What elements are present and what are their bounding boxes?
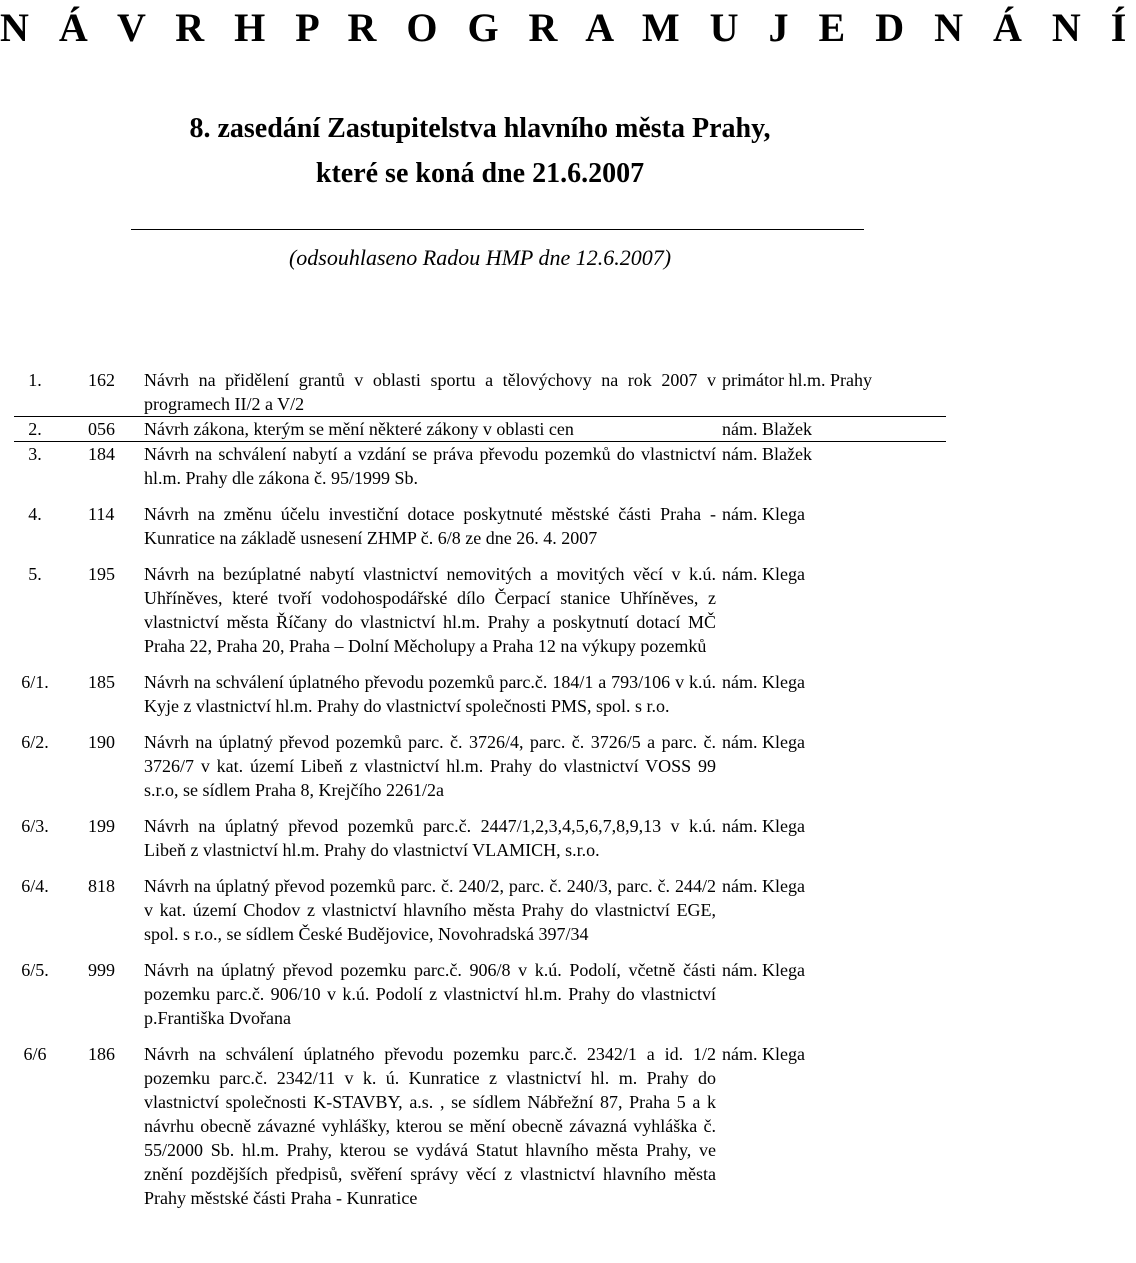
item-responsible: nám. Blažek xyxy=(722,444,812,464)
agenda-item xyxy=(14,874,946,946)
approval-note: (odsouhlaseno Radou HMP dne 12.6.2007) xyxy=(288,245,672,270)
agenda-item xyxy=(14,958,946,1030)
item-description: Návrh na schválení úplatného převodu pozemků parc.č. 184/1 a 793/106 v k.ú. Kyje z vlastnictví hl.m. Prahy do vlastnictví společnosti PMS, spol. s r.o. xyxy=(144,672,716,716)
spacer xyxy=(14,1030,946,1042)
spacer xyxy=(14,658,946,670)
item-code: 056 xyxy=(88,419,115,439)
spacer xyxy=(14,550,946,562)
spacer xyxy=(14,802,946,814)
item-number: 6/2. xyxy=(21,732,49,752)
item-number: 6/3. xyxy=(21,816,49,836)
item-code: 190 xyxy=(88,732,115,752)
agenda-item xyxy=(14,1042,946,1210)
item-code: 184 xyxy=(88,444,115,464)
item-code: 199 xyxy=(88,816,115,836)
item-number: 4. xyxy=(28,504,42,524)
item-number: 3. xyxy=(28,444,42,464)
item-description: Návrh na úplatný převod pozemků parc. č. 240/2, parc. č. 240/3, parc. č. 244/2 v kat. území Chodov z vlastnictví hlavního města Prahy do vlastnictví EGE, spol. s r.o., se sídlem České Budějovice, Novohradská 397/34 xyxy=(144,876,716,944)
item-description: Návrh na úplatný převod pozemků parc.č. 2447/1,2,3,4,5,6,7,8,9,13 v k.ú. Libeň z vlastnictví hl.m. Prahy do vlastnictví VLAMICH, s.r.o. xyxy=(144,816,716,860)
item-responsible: nám. Klega xyxy=(722,960,805,980)
item-responsible: nám. Klega xyxy=(722,504,805,524)
item-number: 6/6 xyxy=(23,1044,47,1064)
agenda-item xyxy=(14,368,946,416)
agenda-item xyxy=(14,730,946,802)
item-responsible: nám. Klega xyxy=(722,732,805,752)
item-description: Návrh na bezúplatné nabytí vlastnictví nemovitých a movitých věcí v k.ú. Uhříněves, které tvoří vodohospodářské dílo Čerpací stanice Uhříněves, z vlastnictví města Říčany do vlastnictví hl.m. Prahy a poskytnutí dotací MČ Praha 22, Praha 20, Praha – Dolní Měcholupy a Praha 12 na výkupy pozemků xyxy=(144,564,716,656)
item-number: 6/1. xyxy=(21,672,49,692)
item-code: 114 xyxy=(88,504,115,524)
agenda-list xyxy=(14,368,946,1210)
item-code: 162 xyxy=(88,370,115,390)
agenda-item xyxy=(14,814,946,862)
item-description: Návrh zákona, kterým se mění některé zákony v oblasti cen xyxy=(144,419,574,439)
spacer xyxy=(14,490,946,502)
item-responsible: nám. Klega xyxy=(722,816,805,836)
agenda-item xyxy=(14,502,946,550)
item-number: 1. xyxy=(28,370,42,390)
agenda-item xyxy=(14,670,946,718)
item-description: Návrh na schválení nabytí a vzdání se práva převodu pozemků do vlastnictví hl.m. Prahy dle zákona č. 95/1999 Sb. xyxy=(144,444,716,488)
spacer xyxy=(14,718,946,730)
item-number: 6/5. xyxy=(21,960,49,980)
item-responsible: nám. Klega xyxy=(722,672,805,692)
item-responsible: nám. Klega xyxy=(722,1044,805,1064)
item-code: 185 xyxy=(88,672,115,692)
item-responsible: nám. Klega xyxy=(722,876,805,896)
item-description: Návrh na změnu účelu investiční dotace poskytnuté městské části Praha - Kunratice na základě usnesení ZHMP č. 6/8 ze dne 26. 4. 2007 xyxy=(144,504,716,548)
session-date: které se koná dne 21.6.2007 xyxy=(315,158,645,189)
item-number: 2. xyxy=(28,419,42,439)
divider-line xyxy=(131,229,864,230)
item-number: 6/4. xyxy=(21,876,49,896)
spacer xyxy=(14,862,946,874)
item-responsible: primátor hl.m. Prahy xyxy=(722,370,872,390)
spacer xyxy=(14,946,946,958)
session-title: 8. zasedání Zastupitelstva hlavního města Prahy, xyxy=(189,113,771,144)
agenda-item xyxy=(14,562,946,658)
item-description: Návrh na úplatný převod pozemku parc.č. 906/8 v k.ú. Podolí, včetně části pozemku parc.č. 906/10 v k.ú. Podolí z vlastnictví hl.m. Prahy do vlastnictví p.Františka Dvořana xyxy=(144,960,716,1028)
agenda-item xyxy=(14,441,946,490)
item-number: 5. xyxy=(28,564,42,584)
item-description: Návrh na schválení úplatného převodu pozemku parc.č. 2342/1 a id. 1/2 pozemku parc.č. 2342/11 v k. ú. Kunratice z vlastnictví hl. m. Prahy do vlastnictví společnosti K-STAVBY, a.s. , se sídlem Nábřežní 87, Praha 5 a k návrhu obecně závazné vyhlášky, kterou se mění obecně závazná vyhláška č. 55/2000 Sb. hl.m. Prahy, kterou se vydává Statut hlavního města Prahy, ve znění pozdějších předpisů, svěření správy věcí z vlastnictví hlavního města Prahy městské části Praha - Kunratice xyxy=(144,1044,716,1208)
item-code: 195 xyxy=(88,564,115,584)
item-description: Návrh na přidělení grantů v oblasti sportu a tělovýchovy na rok 2007 v programech II/2 a V/2 xyxy=(144,370,716,414)
item-description: Návrh na úplatný převod pozemků parc. č. 3726/4, parc. č. 3726/5 a parc. č. 3726/7 v kat. území Libeň z vlastnictví hl.m. Prahy do vlastnictví VOSS 99 s.r.o, se sídlem Praha 8, Krejčího 2261/2a xyxy=(144,732,716,800)
document-title: N Á V R H P R O G R A M U J E D N Á N Í xyxy=(0,5,1136,50)
agenda-item xyxy=(14,416,946,441)
item-code: 999 xyxy=(88,960,115,980)
item-responsible: nám. Klega xyxy=(722,564,805,584)
item-responsible: nám. Blažek xyxy=(722,419,812,439)
item-code: 186 xyxy=(88,1044,115,1064)
item-code: 818 xyxy=(88,876,115,896)
